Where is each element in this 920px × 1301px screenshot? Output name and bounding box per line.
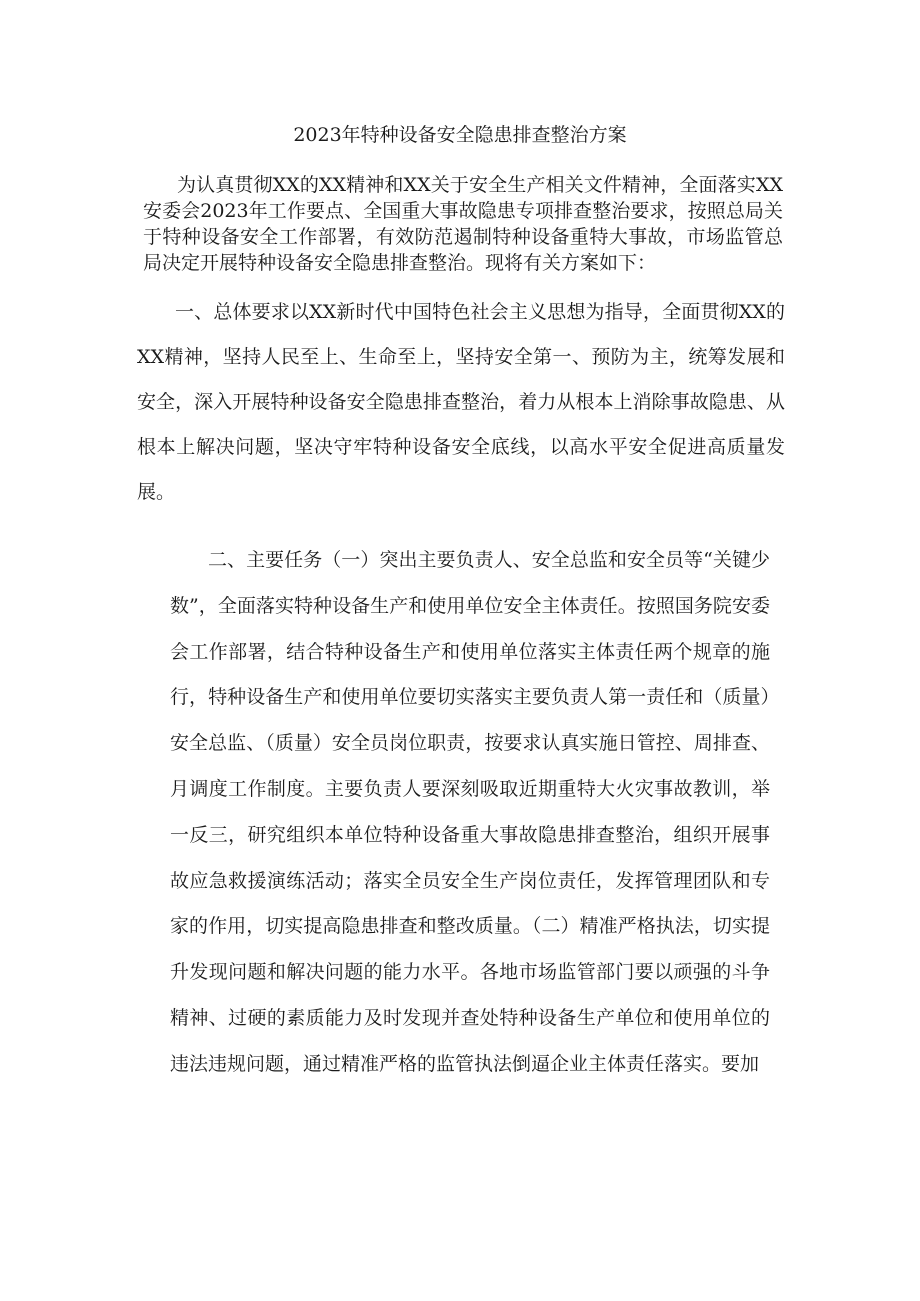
document-title: 2023年特种设备安全隐患排查整治方案 [293,124,627,146]
general-requirements-paragraph: 一、总体要求以XX新时代中国特色社会主义思想为指导，全面贯彻XX的XX精神，坚持人民至上、生命至上，坚持安全第一、预防为主，统筹发展和安全，深入开展特种设备安全隐患排查整治，着力从根本上消除事故隐患、从根本上解决问题，坚决守牢特种设备安全底线，以高水平安全促进高质量发展。 [137,301,785,503]
main-tasks-paragraph: 二、主要任务（一）突出主要负责人、安全总监和安全员等“关键少数”，全面落实特种设备生产和使用单位安全主体责任。按照国务院安委会工作部署，结合特种设备生产和使用单位落实主体责任两个规章的施行，特种设备生产和使用单位要切实落实主要负责人第一责任和（质量）安全总监、（质量）安全员岗位职责，按要求认真实施日管控、周排查、月调度工作制度。主要负责人要深刻吸取近期重特大火灾事故教训，举一反三，研究组织本单位特种设备重大事故隐患排查整治，组织开展事故应急救援演练活动；落实全员安全生产岗位责任，发挥管理团队和专家的作用，切实提高隐患排查和整改质量。（二）精准严格执法，切实提升发现问题和解决问题的能力水平。各地市场监管部门要以顽强的斗争精神、过硬的素质能力及时发现并查处特种设备生产单位和使用单位的违法违规问题，通过精准严格的监管执法倒逼企业主体责任落实。要加 [170,549,770,1075]
intro-paragraph: 为认真贯彻XX的XX精神和XX关于安全生产相关文件精神，全面落实XX安委会2023年工作要点、全国重大事故隐患专项排查整治要求，按照总局关于特种设备安全工作部署，有效防范遏制特种设备重特大事故，市场监管总局决定开展特种设备安全隐患排查整治。现将有关方案如下： [143,174,783,274]
